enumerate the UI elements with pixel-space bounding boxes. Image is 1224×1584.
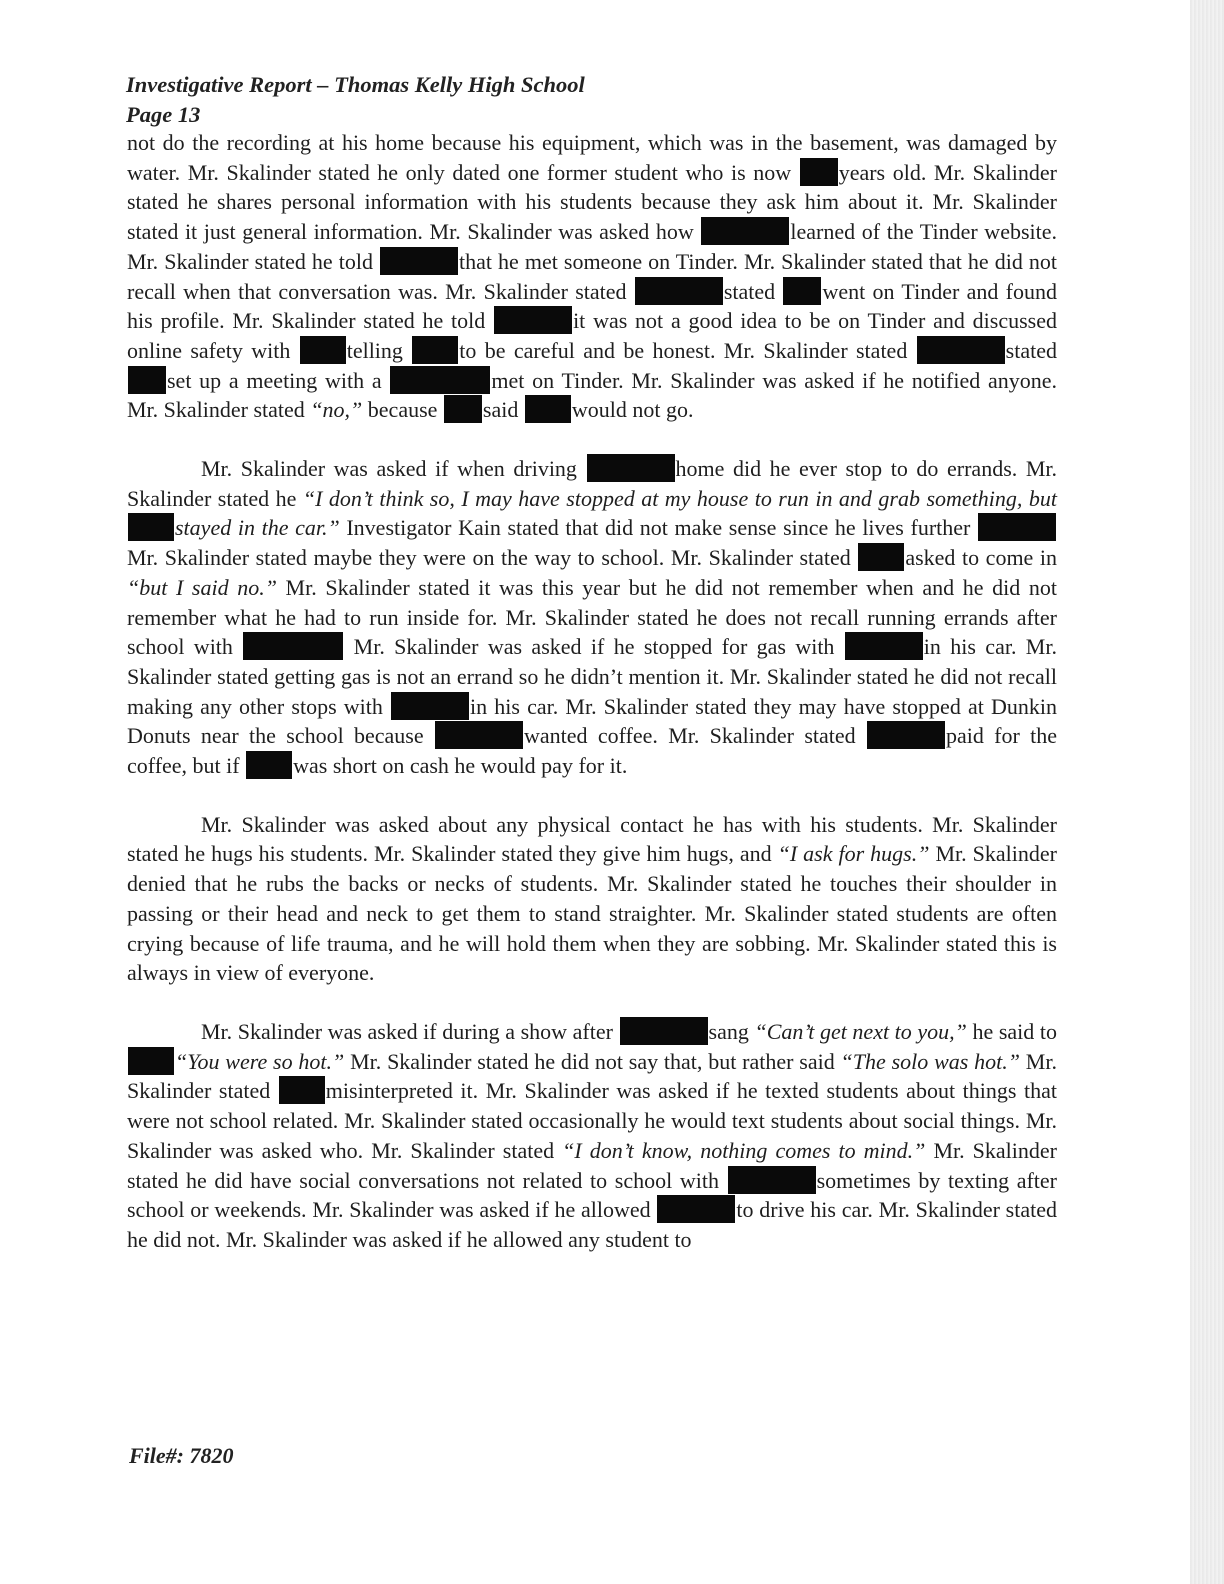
redaction-box [246, 751, 292, 779]
text-run: Mr. Skalinder denied that he rubs the backs or necks of students. Mr. Skalinder stated he touches their shoulder in passing or their head and neck to get them to stand straighter. Mr. Skalinder stated students are often crying because of life trauma, and he will hold them when they are sobbing. Mr. Skalinder stated this is always in view of everyone. [127, 841, 1057, 986]
redaction-box [525, 395, 571, 423]
text-run: Mr. Skalinder was asked if during a show after [201, 1018, 619, 1044]
text-run: Investigator Kain stated that did not make sense since he lives further [339, 515, 977, 541]
file-number: File#: 7820 [129, 1443, 234, 1468]
redaction-box [978, 513, 1056, 541]
quoted-text: “Can’t get next to you,” [754, 1018, 967, 1044]
paragraph-2 [127, 454, 1057, 781]
quoted-text: “I ask for hugs.” [777, 841, 930, 867]
text-run: to drive his car. Mr. Skalinder stated he did not. Mr. Skalinder was asked if he allowed any student to [127, 1197, 1057, 1252]
text-run: sometimes by texting after school or weekends. Mr. Skalinder was asked if he allowed [127, 1167, 1058, 1223]
paragraph-3 [127, 810, 1057, 988]
text-run: not do the recording at his home because his equipment, which was in the basement, was damaged by water. Mr. Skalinder stated he only dated one former student who is now [127, 130, 1057, 185]
text-run: met on Tinder. Mr. Skalinder was asked if he notified anyone. Mr. Skalinder stated [127, 367, 1057, 423]
text-run: years old. Mr. Skalinder stated he shares personal information with his students because they ask him about it. Mr. Skalinder stated it just general information. Mr. Skalinder was asked how [127, 159, 1057, 245]
redaction-box [587, 454, 675, 482]
quoted-text: “You were so hot.” [175, 1048, 345, 1074]
redaction-box [657, 1195, 735, 1223]
quoted-text: “The solo was hot.” [840, 1048, 1020, 1074]
quoted-text: “no,” [310, 397, 363, 423]
redaction-box [391, 692, 469, 720]
report-body [127, 128, 1057, 1255]
redaction-box [390, 366, 490, 394]
redaction-box [917, 336, 1005, 364]
quoted-text: “I don’t think so, I may have stopped at my house to run in and grab something, but [302, 485, 1057, 511]
redaction-box [858, 543, 904, 571]
text-run: because [362, 397, 443, 423]
redaction-box [800, 158, 838, 186]
redaction-box [279, 1076, 325, 1104]
redaction-box [845, 632, 923, 660]
text-run: home did he ever stop to do errands. Mr. Skalinder stated he [127, 456, 1058, 511]
report-title: Investigative Report – Thomas Kelly High School [126, 72, 585, 97]
quoted-text: “but I said no.” [127, 574, 277, 600]
paragraph-1 [127, 128, 1057, 425]
text-run: would not go. [571, 397, 694, 423]
redaction-box [701, 217, 789, 245]
text-run: Mr. Skalinder stated maybe they were on the way to school. Mr. Skalinder stated [127, 545, 858, 571]
text-run: asked to come in [905, 545, 1057, 571]
text-run: went on Tinder and found his profile. Mr. Skalinder stated he told [127, 278, 1057, 334]
text-run: was short on cash he would pay for it. [293, 753, 628, 779]
redaction-box [728, 1166, 816, 1194]
text-run: learned of the Tinder website. Mr. Skalinder stated he told [127, 219, 1058, 274]
text-run: paid for the coffee, but if [127, 723, 1057, 779]
redaction-box [380, 247, 458, 275]
page-label: Page 13 [126, 102, 201, 127]
text-run: Mr. Skalinder stated he did have social conversations not related to school with [127, 1137, 1057, 1193]
text-run: wanted coffee. Mr. Skalinder stated [523, 723, 866, 749]
text-run: it was not a good idea to be on Tinder and discussed online safety with [127, 308, 1058, 363]
text-run: set up a meeting with a [167, 367, 390, 393]
report-header [126, 70, 585, 130]
redaction-box [494, 306, 572, 334]
text-run: sang [708, 1018, 755, 1044]
redaction-box [300, 336, 346, 364]
redaction-box [444, 395, 482, 423]
quoted-text: stayed in the car.” [175, 515, 340, 541]
redaction-box [412, 336, 458, 364]
redaction-box [128, 513, 174, 541]
text-run: stated [723, 278, 783, 304]
text-run: stated [1005, 337, 1057, 363]
text-run: Mr. Skalinder stated he did not say that, but rather said [344, 1048, 841, 1074]
text-run: Mr. Skalinder was asked if he stopped for gas with [344, 634, 844, 660]
quoted-text: “I don’t know, nothing comes to mind.” [562, 1137, 926, 1163]
paragraph-4 [127, 1017, 1057, 1255]
redaction-box [435, 721, 523, 749]
redaction-box [243, 632, 343, 660]
text-run: telling [346, 337, 412, 363]
text-run: in his car. Mr. Skalinder stated they may have stopped at Dunkin Donuts near the school because [127, 693, 1057, 749]
text-run: said [482, 397, 524, 423]
redaction-box [867, 721, 945, 749]
redaction-box [783, 277, 821, 305]
text-run: Mr. Skalinder was asked if when driving [201, 456, 586, 482]
text-run: Mr. Skalinder stated it was this year but he did not remember when and he did not remember what he had to run inside for. Mr. Skalinder stated he does not recall running errands after school with [127, 574, 1057, 660]
scan-edge [1190, 0, 1224, 1584]
redaction-box [620, 1017, 708, 1045]
text-run: in his car. Mr. Skalinder stated getting gas is not an errand so he didn’t mention it. Mr. Skalinder stated he did not recall making any other stops with [127, 634, 1057, 719]
text-run: Mr. Skalinder stated [127, 1048, 1057, 1104]
text-run: Mr. Skalinder was asked about any physical contact he has with his students. Mr. Skalinder stated he hugs his students. Mr. Skalinder stated they give him hugs, and [127, 811, 1057, 867]
redaction-box [128, 1047, 174, 1075]
text-run: that he met someone on Tinder. Mr. Skalinder stated that he did not recall when that conversation was. Mr. Skalinder stated [127, 248, 1057, 304]
text-run: misinterpreted it. Mr. Skalinder was asked if he texted students about things that were not school related. Mr. Skalinder stated occasionally he would text students about social things. Mr. Skalinder was asked who. Mr. Skalinder stated [127, 1078, 1057, 1163]
text-run: to be careful and be honest. Mr. Skalinder stated [459, 337, 916, 363]
redaction-box [128, 366, 166, 394]
redaction-box [635, 277, 723, 305]
text-run: he said to [966, 1018, 1057, 1044]
